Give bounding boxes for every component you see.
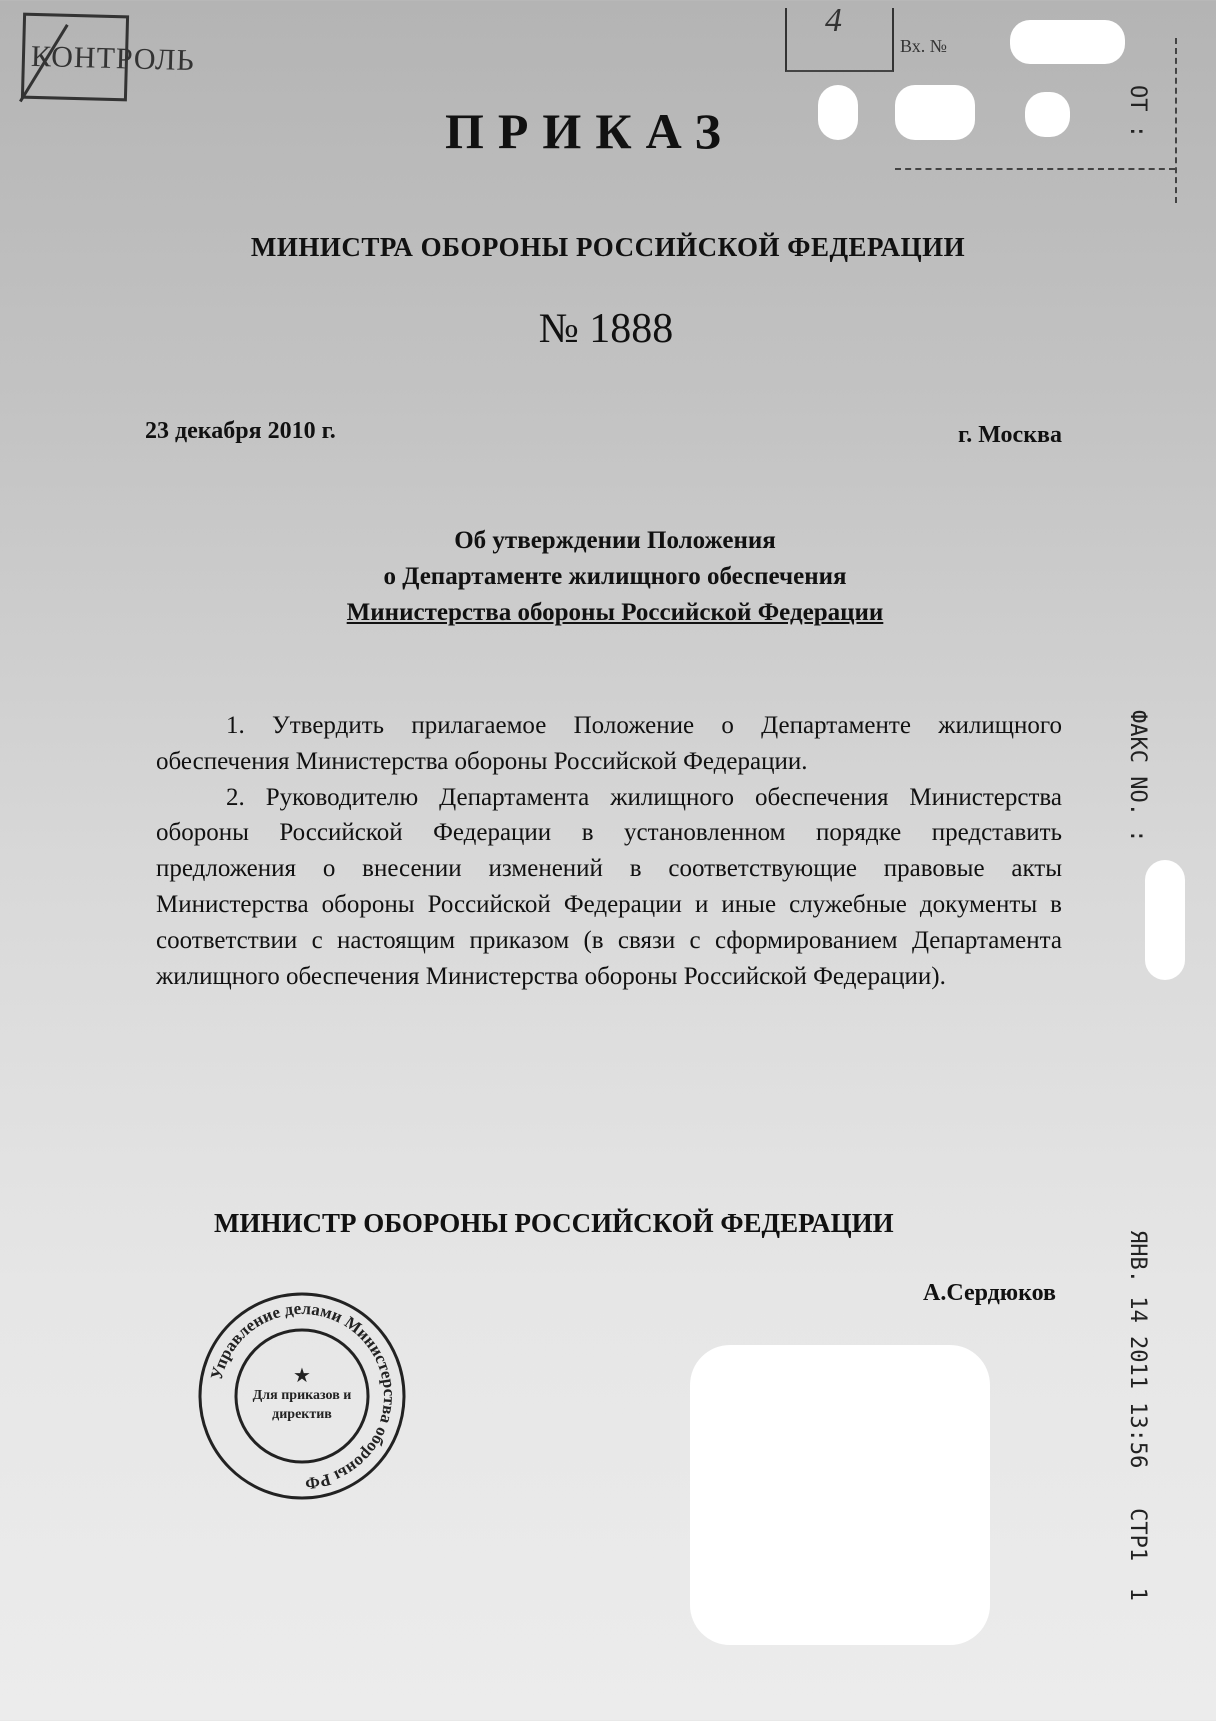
control-stamp-text: КОНТРОЛЬ — [30, 39, 196, 78]
order-body — [156, 708, 1062, 994]
control-stamp — [21, 13, 196, 102]
order-date: 23 декабря 2010 г. — [145, 418, 336, 444]
subject-line — [0, 599, 1216, 627]
signer-name: А.Сердюков — [923, 1280, 1056, 1306]
redaction — [1010, 20, 1125, 64]
subject-line-text: Министерства обороны Российской Федерации — [346, 599, 884, 626]
fax-number-label: ФАКС NO. : — [1125, 710, 1150, 843]
seal-inner-text: Для приказов и директив — [252, 1388, 352, 1422]
fax-datetime-text: ЯНВ. 14 2011 13:56 — [1125, 1230, 1150, 1469]
document-title: ПРИКАЗ — [445, 103, 735, 159]
subject-line: о Департаменте жилищного обеспечения — [383, 563, 847, 590]
issuer: МИНИСТРА ОБОРОНЫ РОССИЙСКОЙ ФЕДЕРАЦИИ — [250, 232, 966, 262]
paragraph: 1. Утвердить прилагаемое Положение о Департаменте жилищного обеспечения Министерства обороны Российской Федерации. — [156, 712, 1062, 775]
registration-number: 4 — [825, 2, 842, 39]
paragraph: 2. Руководителю Департамента жилищного обеспечения Министерства обороны Российской Федерации в установленном порядке представить предложения о внесении изменений в соответствующие правовые акты Министерства обороны Российской Федерации и иные служебные документы в соответствии с настоящим приказом (в связи с сформированием Департамента жилищного обеспечения Министерства обороны Российской Федерации). — [156, 783, 1062, 990]
order-city: г. Москва — [958, 422, 1062, 448]
star-icon: ★ — [293, 1365, 311, 1387]
fax-page-index: 1 — [1125, 1587, 1150, 1601]
fax-datetime — [1125, 1230, 1150, 1601]
order-number: № 1888 — [538, 306, 674, 352]
registration-prefix: Вх. № — [900, 36, 947, 56]
official-seal — [196, 1290, 408, 1502]
fax-page: СТР1 — [1125, 1508, 1150, 1562]
seal-outer-text: Управление делами Министерства обороны РФ — [206, 1298, 400, 1494]
redaction — [1145, 860, 1185, 980]
redaction — [690, 1345, 990, 1645]
fax-from: ОТ : — [1125, 85, 1150, 138]
redaction — [1025, 92, 1070, 137]
redaction — [895, 85, 975, 140]
subject-line: Об утверждении Положения — [454, 527, 776, 554]
signer-position: МИНИСТР ОБОРОНЫ РОССИЙСКОЙ ФЕДЕРАЦИИ — [214, 1208, 894, 1238]
redaction — [818, 85, 858, 140]
